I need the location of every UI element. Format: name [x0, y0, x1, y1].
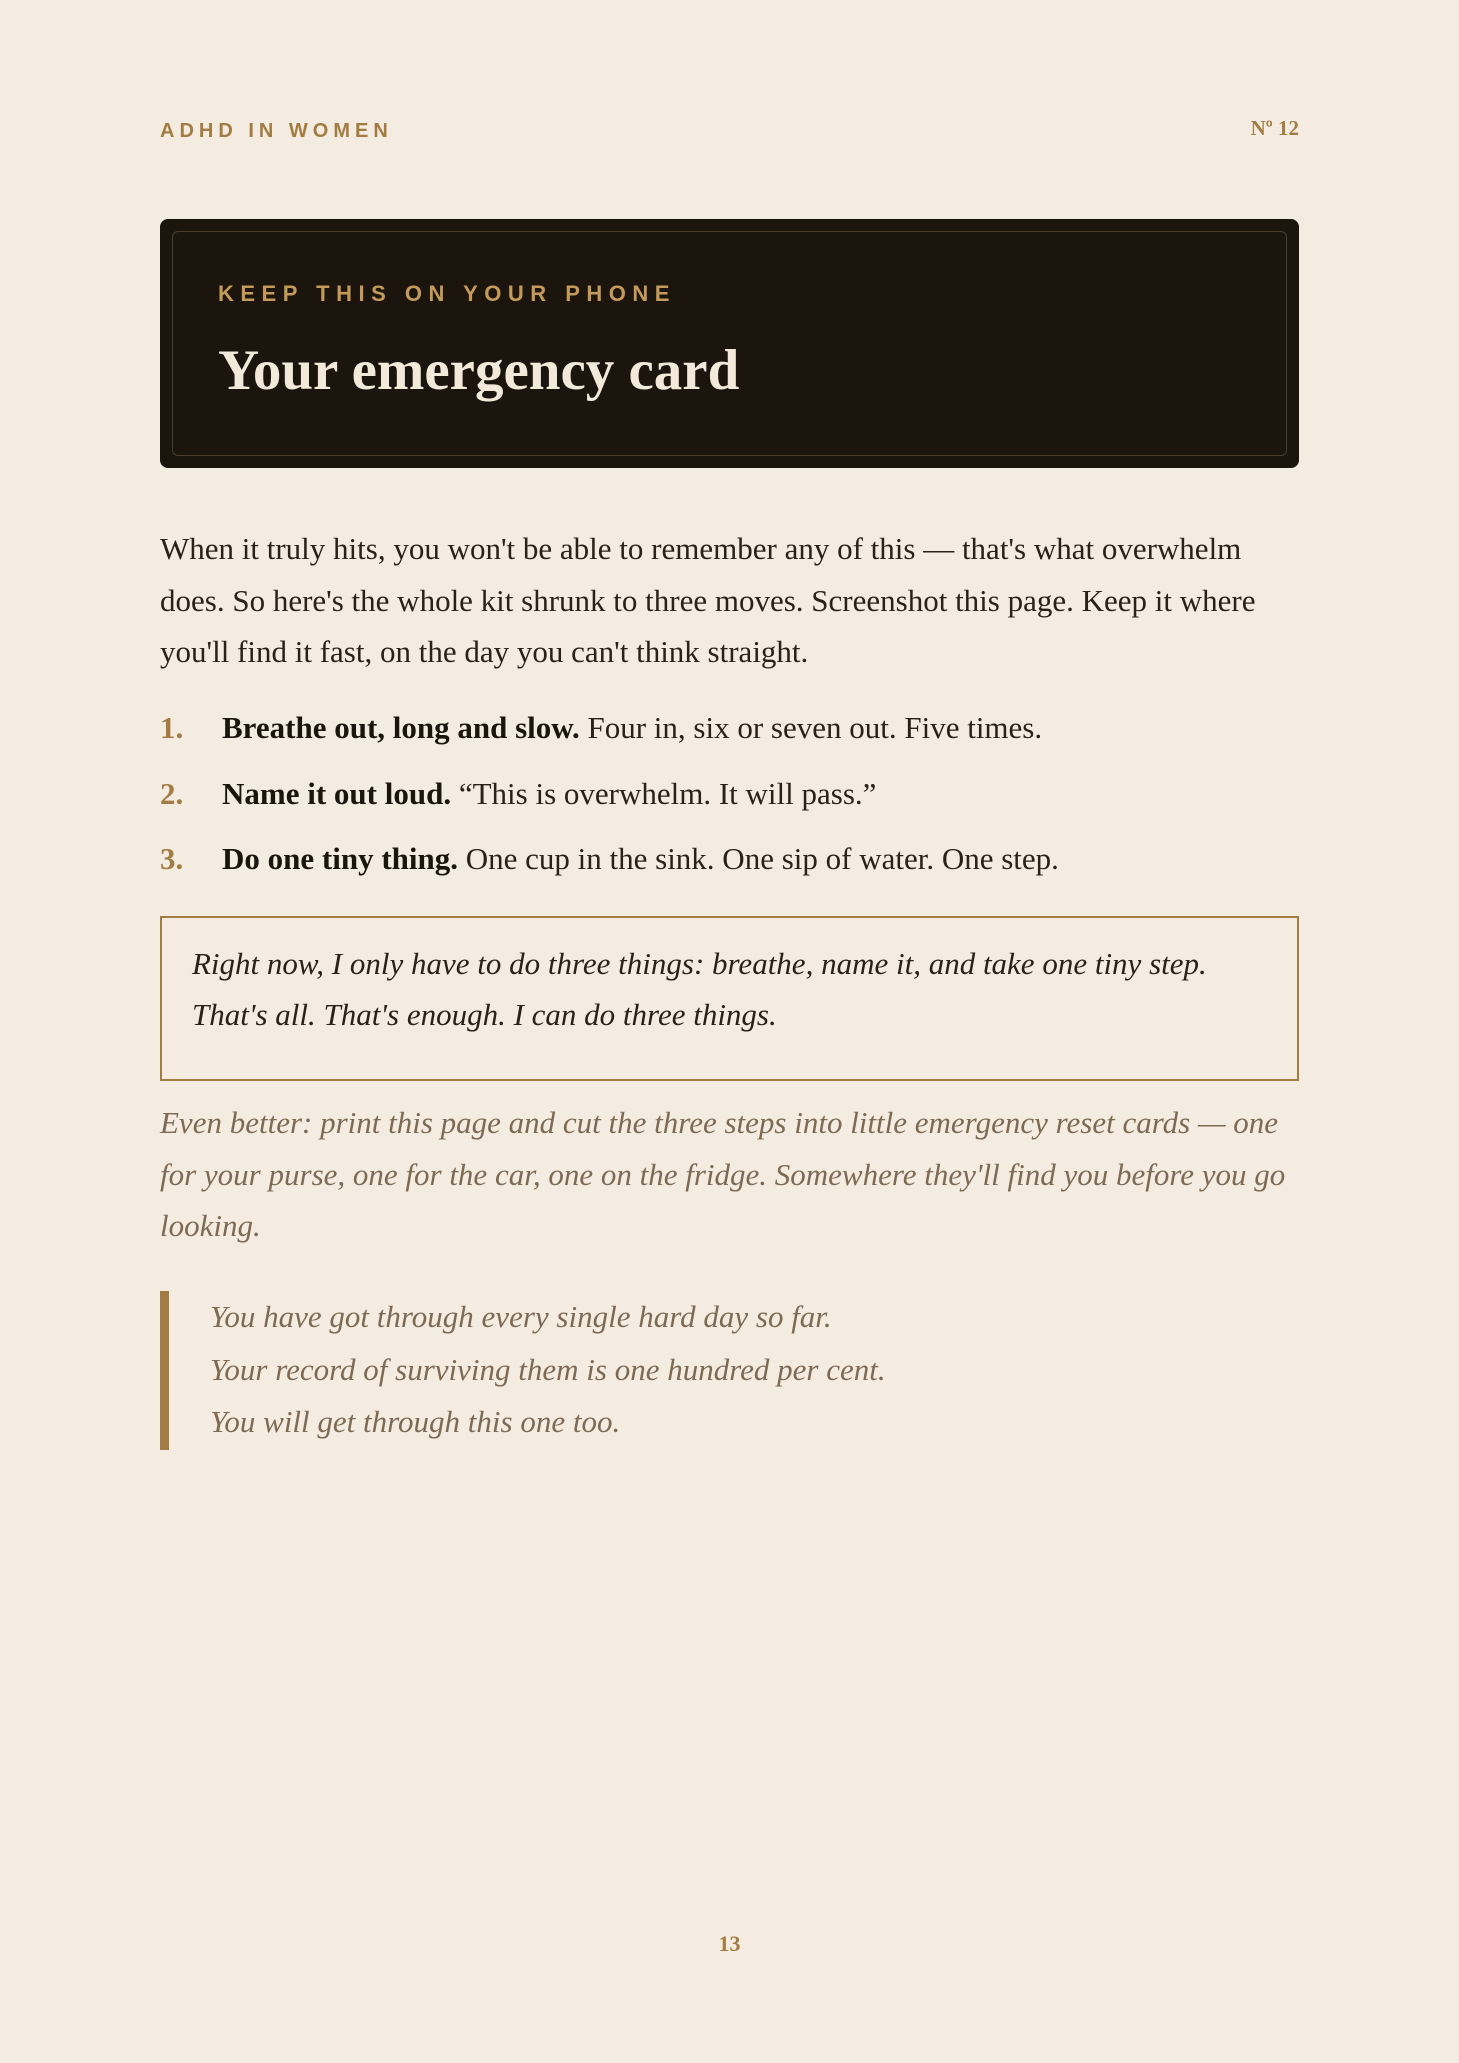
- intro-paragraph: When it truly hits, you won't be able to remember any of this — that's what overwhelm does. So here's the whole kit shrunk to three moves. Screenshot this page. Keep it where you'll find it fast, on the day you can't think straight.: [160, 531, 1256, 669]
- closing-line: You will get through this one too.: [210, 1404, 621, 1439]
- page-title: Your emergency card: [218, 339, 740, 402]
- steps-list: [160, 700, 1305, 897]
- step-number: 3.: [160, 841, 184, 876]
- step-number: 2.: [160, 775, 184, 811]
- step-detail: Four in, six or seven out. Five times.: [579, 710, 1043, 745]
- print-tip: Even better: print this page and cut the three steps into little emergency reset cards — one for your purse, one for the car, one on the fridge. Somewhere they'll find you before you go looking.: [160, 1105, 1286, 1243]
- list-item: [160, 831, 1305, 897]
- closing-quote: [160, 1291, 1299, 1450]
- step-text: [222, 700, 1042, 755]
- mantra-text: Right now, I only have to do three things: breathe, name it, and take one tiny step. That's all. That's enough. I can do three things.: [192, 946, 1207, 1032]
- running-title: ADHD IN WOMEN: [160, 120, 393, 142]
- step-lead: Breathe out, long and slow.: [222, 710, 580, 745]
- step-text: [222, 831, 1059, 886]
- closing-line: Your record of surviving them is one hundred per cent.: [210, 1351, 886, 1387]
- issue-number: Nº 12: [1250, 116, 1299, 140]
- banner-kicker: KEEP THIS ON YOUR PHONE: [218, 281, 676, 306]
- step-text: [222, 766, 876, 821]
- step-detail: One cup in the sink. One sip of water. One step.: [457, 841, 1059, 876]
- step-number: 1.: [160, 710, 184, 745]
- step-lead: Do one tiny thing.: [222, 841, 458, 876]
- list-item: [160, 766, 1305, 832]
- closing-line: You have got through every single hard day so far.: [210, 1299, 832, 1334]
- step-detail: “This is overwhelm. It will pass.”: [451, 775, 877, 811]
- list-item: [160, 700, 1305, 766]
- emergency-card-banner: [160, 219, 1299, 468]
- page-number: 13: [718, 1931, 741, 1956]
- step-lead: Name it out loud.: [222, 775, 452, 811]
- mantra-box: [160, 916, 1299, 1081]
